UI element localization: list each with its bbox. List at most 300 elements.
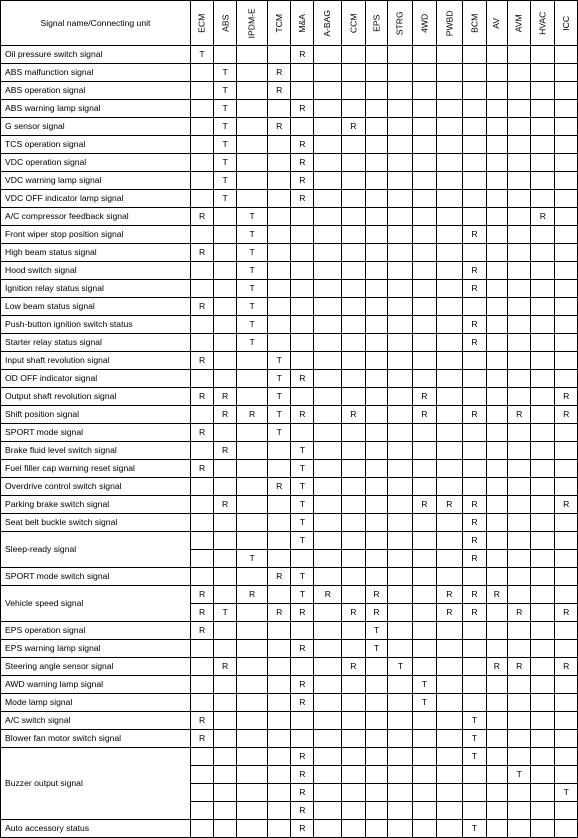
- signal-cell: [531, 568, 555, 586]
- signal-cell: R: [436, 604, 463, 622]
- signal-cell: [190, 82, 213, 100]
- signal-cell: T: [237, 550, 268, 568]
- signal-cell: [531, 406, 555, 424]
- signal-cell: R: [486, 658, 508, 676]
- signal-cell: [413, 514, 436, 532]
- table-row: [1, 640, 578, 658]
- signal-name: Overdrive control switch signal: [1, 478, 191, 496]
- signal-cell: [365, 298, 388, 316]
- signal-cell: T: [291, 460, 314, 478]
- signal-cell: [388, 640, 413, 658]
- signal-cell: [413, 244, 436, 262]
- signal-cell: [508, 226, 531, 244]
- signal-cell: R: [237, 586, 268, 604]
- signal-cell: [268, 820, 291, 838]
- signal-cell: [531, 298, 555, 316]
- signal-cell: [268, 784, 291, 802]
- signal-cell: [237, 658, 268, 676]
- signal-cell: R: [413, 406, 436, 424]
- signal-cell: [214, 550, 237, 568]
- signal-cell: T: [463, 820, 486, 838]
- signal-cell: [463, 370, 486, 388]
- signal-cell: [190, 532, 213, 550]
- signal-cell: [555, 478, 578, 496]
- signal-cell: [555, 226, 578, 244]
- signal-cell: [436, 730, 463, 748]
- table-row: [1, 136, 578, 154]
- signal-cell: [388, 622, 413, 640]
- signal-cell: [190, 802, 213, 820]
- signal-cell: [413, 784, 436, 802]
- signal-cell: [463, 676, 486, 694]
- signal-cell: [486, 604, 508, 622]
- signal-cell: [436, 316, 463, 334]
- signal-cell: [508, 460, 531, 478]
- signal-cell: [486, 766, 508, 784]
- signal-cell: [268, 550, 291, 568]
- signal-cell: [388, 172, 413, 190]
- signal-cell: [342, 154, 365, 172]
- signal-cell: [314, 748, 342, 766]
- signal-cell: [314, 280, 342, 298]
- signal-cell: [508, 514, 531, 532]
- signal-cell: T: [268, 406, 291, 424]
- signal-cell: T: [365, 622, 388, 640]
- signal-cell: R: [486, 586, 508, 604]
- signal-cell: [436, 766, 463, 784]
- signal-cell: [365, 136, 388, 154]
- signal-cell: [291, 730, 314, 748]
- signal-cell: T: [291, 442, 314, 460]
- signal-cell: [486, 352, 508, 370]
- signal-cell: [365, 514, 388, 532]
- signal-cell: [413, 478, 436, 496]
- unit-header: A-BAG: [314, 1, 342, 46]
- signal-cell: [214, 514, 237, 532]
- unit-header: ICC: [555, 1, 578, 46]
- signal-cell: [413, 550, 436, 568]
- signal-cell: R: [190, 622, 213, 640]
- signal-cell: [555, 532, 578, 550]
- signal-cell: R: [508, 406, 531, 424]
- signal-cell: [531, 586, 555, 604]
- signal-cell: [190, 316, 213, 334]
- signal-cell: [388, 136, 413, 154]
- signal-cell: [388, 766, 413, 784]
- signal-cell: [365, 748, 388, 766]
- signal-cell: [342, 280, 365, 298]
- unit-header: IPDM-E: [237, 1, 268, 46]
- signal-cell: [268, 694, 291, 712]
- signal-cell: [508, 388, 531, 406]
- signal-cell: [508, 118, 531, 136]
- signal-cell: T: [508, 766, 531, 784]
- signal-cell: [342, 370, 365, 388]
- signal-name: Buzzer output signal: [1, 748, 191, 820]
- signal-name: EPS operation signal: [1, 622, 191, 640]
- signal-cell: T: [555, 784, 578, 802]
- signal-cell: [531, 46, 555, 64]
- signal-cell: [268, 442, 291, 460]
- signal-cell: [237, 64, 268, 82]
- table-row: [1, 244, 578, 262]
- signal-cell: [555, 622, 578, 640]
- signal-cell: [365, 316, 388, 334]
- signal-cell: [436, 118, 463, 136]
- signal-cell: [365, 154, 388, 172]
- signal-cell: [388, 820, 413, 838]
- signal-cell: [463, 622, 486, 640]
- signal-cell: [388, 100, 413, 118]
- signal-cell: T: [291, 496, 314, 514]
- signal-cell: [365, 676, 388, 694]
- signal-cell: R: [365, 586, 388, 604]
- signal-cell: R: [463, 316, 486, 334]
- signal-cell: [555, 442, 578, 460]
- signal-cell: [413, 586, 436, 604]
- table-row: [1, 460, 578, 478]
- table-row: [1, 586, 578, 604]
- signal-cell: R: [291, 784, 314, 802]
- signal-cell: [365, 280, 388, 298]
- signal-cell: [314, 496, 342, 514]
- signal-cell: [436, 568, 463, 586]
- signal-cell: R: [214, 406, 237, 424]
- signal-cell: [508, 352, 531, 370]
- signal-cell: [555, 730, 578, 748]
- table-body: [1, 46, 578, 838]
- signal-cell: [555, 694, 578, 712]
- table-row: [1, 226, 578, 244]
- signal-name: A/C switch signal: [1, 712, 191, 730]
- signal-cell: [555, 208, 578, 226]
- signal-cell: [413, 658, 436, 676]
- signal-cell: [190, 100, 213, 118]
- signal-cell: [237, 604, 268, 622]
- signal-cell: [268, 190, 291, 208]
- table-row: [1, 748, 578, 766]
- signal-cell: [214, 226, 237, 244]
- signal-cell: [314, 442, 342, 460]
- signal-cell: [531, 514, 555, 532]
- signal-cell: T: [214, 154, 237, 172]
- signal-cell: [237, 496, 268, 514]
- signal-cell: [555, 190, 578, 208]
- signal-cell: R: [291, 694, 314, 712]
- table-row: [1, 514, 578, 532]
- unit-header: 4WD: [413, 1, 436, 46]
- table-row: [1, 190, 578, 208]
- signal-name: Hood switch signal: [1, 262, 191, 280]
- signal-cell: [413, 280, 436, 298]
- signal-cell: [365, 820, 388, 838]
- signal-cell: R: [291, 676, 314, 694]
- signal-cell: [314, 136, 342, 154]
- signal-cell: [314, 406, 342, 424]
- signal-cell: [342, 532, 365, 550]
- signal-cell: [365, 424, 388, 442]
- signal-cell: [436, 244, 463, 262]
- signal-cell: [463, 658, 486, 676]
- signal-cell: [486, 154, 508, 172]
- signal-cell: [214, 298, 237, 316]
- signal-cell: [555, 766, 578, 784]
- signal-cell: [531, 280, 555, 298]
- signal-cell: [342, 748, 365, 766]
- signal-cell: [342, 478, 365, 496]
- signal-cell: [436, 622, 463, 640]
- signal-cell: [508, 496, 531, 514]
- signal-cell: [463, 460, 486, 478]
- signal-cell: [291, 388, 314, 406]
- signal-cell: [388, 190, 413, 208]
- signal-cell: [190, 514, 213, 532]
- signal-cell: [436, 262, 463, 280]
- signal-cell: [436, 388, 463, 406]
- signal-cell: [436, 226, 463, 244]
- signal-cell: [214, 478, 237, 496]
- table-row: [1, 118, 578, 136]
- signal-cell: [342, 334, 365, 352]
- signal-cell: R: [463, 532, 486, 550]
- signal-cell: [463, 694, 486, 712]
- signal-cell: [413, 226, 436, 244]
- signal-cell: [365, 802, 388, 820]
- signal-cell: [531, 244, 555, 262]
- signal-cell: [463, 784, 486, 802]
- signal-cell: T: [214, 136, 237, 154]
- signal-cell: [190, 280, 213, 298]
- signal-cell: [365, 370, 388, 388]
- signal-cell: [555, 676, 578, 694]
- signal-cell: [508, 640, 531, 658]
- signal-name: Seat belt buckle switch signal: [1, 514, 191, 532]
- table-row: [1, 208, 578, 226]
- signal-cell: [388, 82, 413, 100]
- signal-cell: [190, 334, 213, 352]
- signal-cell: [214, 622, 237, 640]
- signal-cell: [314, 64, 342, 82]
- signal-cell: [314, 82, 342, 100]
- table-row: [1, 172, 578, 190]
- signal-cell: [268, 622, 291, 640]
- table-row: [1, 64, 578, 82]
- signal-cell: [413, 424, 436, 442]
- signal-name: EPS warning lamp signal: [1, 640, 191, 658]
- signal-cell: [291, 64, 314, 82]
- signal-cell: [314, 244, 342, 262]
- signal-cell: [508, 370, 531, 388]
- signal-name: Input shaft revolution signal: [1, 352, 191, 370]
- signal-cell: [436, 532, 463, 550]
- signal-cell: [342, 298, 365, 316]
- signal-cell: [268, 244, 291, 262]
- signal-cell: [365, 64, 388, 82]
- signal-cell: [555, 370, 578, 388]
- signal-cell: [413, 64, 436, 82]
- signal-cell: R: [190, 208, 213, 226]
- signal-name: G sensor signal: [1, 118, 191, 136]
- signal-cell: [342, 568, 365, 586]
- signal-cell: [365, 352, 388, 370]
- signal-cell: [508, 172, 531, 190]
- signal-cell: [388, 460, 413, 478]
- signal-cell: [413, 766, 436, 784]
- signal-cell: [555, 316, 578, 334]
- signal-cell: [436, 550, 463, 568]
- signal-cell: R: [555, 604, 578, 622]
- signal-cell: R: [342, 118, 365, 136]
- signal-cell: [486, 424, 508, 442]
- signal-cell: [531, 622, 555, 640]
- signal-cell: [531, 334, 555, 352]
- signal-cell: T: [237, 208, 268, 226]
- signal-cell: [463, 766, 486, 784]
- signal-cell: [555, 244, 578, 262]
- signal-cell: R: [190, 730, 213, 748]
- signal-cell: [237, 190, 268, 208]
- table-row: [1, 82, 578, 100]
- signal-cell: [314, 388, 342, 406]
- unit-header: PWBD: [436, 1, 463, 46]
- signal-cell: R: [190, 460, 213, 478]
- signal-cell: [291, 298, 314, 316]
- signal-cell: [413, 370, 436, 388]
- signal-cell: [342, 514, 365, 532]
- signal-cell: R: [237, 406, 268, 424]
- signal-cell: [342, 46, 365, 64]
- signal-cell: [508, 244, 531, 262]
- signal-cell: [365, 388, 388, 406]
- signal-cell: [237, 46, 268, 64]
- signal-cell: [413, 820, 436, 838]
- signal-cell: R: [214, 442, 237, 460]
- signal-cell: [268, 262, 291, 280]
- signal-cell: [531, 100, 555, 118]
- signal-cell: [314, 568, 342, 586]
- signal-cell: R: [190, 298, 213, 316]
- signal-cell: [268, 172, 291, 190]
- signal-cell: [291, 352, 314, 370]
- signal-cell: [413, 604, 436, 622]
- signal-cell: [531, 712, 555, 730]
- signal-cell: T: [214, 190, 237, 208]
- signal-cell: [314, 478, 342, 496]
- table-row: [1, 406, 578, 424]
- signal-cell: [486, 730, 508, 748]
- signal-name: AWD warning lamp signal: [1, 676, 191, 694]
- signal-cell: [508, 100, 531, 118]
- signal-cell: [291, 208, 314, 226]
- signal-cell: [190, 694, 213, 712]
- signal-cell: [314, 460, 342, 478]
- signal-cell: [190, 496, 213, 514]
- signal-cell: [190, 658, 213, 676]
- signal-cell: [214, 244, 237, 262]
- signal-cell: [388, 514, 413, 532]
- signal-cell: [314, 370, 342, 388]
- signal-cell: [486, 676, 508, 694]
- signal-cell: [268, 712, 291, 730]
- signal-cell: [314, 352, 342, 370]
- signal-cell: [190, 442, 213, 460]
- unit-header: CCM: [342, 1, 365, 46]
- signal-cell: [314, 100, 342, 118]
- signal-cell: [291, 226, 314, 244]
- signal-cell: [237, 172, 268, 190]
- signal-cell: [314, 694, 342, 712]
- signal-cell: [342, 226, 365, 244]
- signal-cell: [486, 478, 508, 496]
- signal-cell: T: [268, 424, 291, 442]
- signal-cell: [413, 730, 436, 748]
- signal-cell: T: [413, 694, 436, 712]
- signal-name: Vehicle speed signal: [1, 586, 191, 622]
- signal-cell: [508, 82, 531, 100]
- signal-cell: R: [291, 370, 314, 388]
- signal-cell: [268, 280, 291, 298]
- signal-cell: [291, 316, 314, 334]
- signal-cell: [463, 388, 486, 406]
- signal-cell: [531, 460, 555, 478]
- signal-cell: [365, 172, 388, 190]
- signal-cell: [237, 730, 268, 748]
- signal-cell: [314, 766, 342, 784]
- signal-cell: [237, 82, 268, 100]
- signal-cell: [508, 712, 531, 730]
- signal-cell: [463, 100, 486, 118]
- signal-cell: T: [291, 568, 314, 586]
- signal-cell: [436, 136, 463, 154]
- signal-cell: [365, 496, 388, 514]
- signal-cell: R: [190, 244, 213, 262]
- table-row: [1, 478, 578, 496]
- signal-cell: [314, 622, 342, 640]
- signal-cell: [531, 172, 555, 190]
- signal-cell: [268, 460, 291, 478]
- signal-name: ABS operation signal: [1, 82, 191, 100]
- signal-cell: [388, 334, 413, 352]
- signal-cell: [436, 820, 463, 838]
- signal-cell: [314, 46, 342, 64]
- signal-cell: [342, 64, 365, 82]
- signal-cell: [388, 478, 413, 496]
- signal-cell: [486, 694, 508, 712]
- signal-cell: [342, 172, 365, 190]
- signal-cell: [214, 352, 237, 370]
- table-row: [1, 280, 578, 298]
- signal-cell: [486, 748, 508, 766]
- signal-name: VDC OFF indicator lamp signal: [1, 190, 191, 208]
- signal-cell: [314, 712, 342, 730]
- signal-cell: [291, 334, 314, 352]
- signal-cell: [436, 100, 463, 118]
- signal-cell: [463, 64, 486, 82]
- signal-cell: [365, 262, 388, 280]
- signal-cell: [190, 172, 213, 190]
- signal-cell: [268, 802, 291, 820]
- signal-cell: [268, 586, 291, 604]
- signal-cell: [463, 442, 486, 460]
- signal-cell: [436, 802, 463, 820]
- signal-cell: [388, 316, 413, 334]
- signal-cell: [508, 208, 531, 226]
- signal-cell: [190, 64, 213, 82]
- signal-cell: [555, 262, 578, 280]
- table-row: [1, 46, 578, 64]
- signal-cell: [436, 208, 463, 226]
- signal-cell: R: [436, 496, 463, 514]
